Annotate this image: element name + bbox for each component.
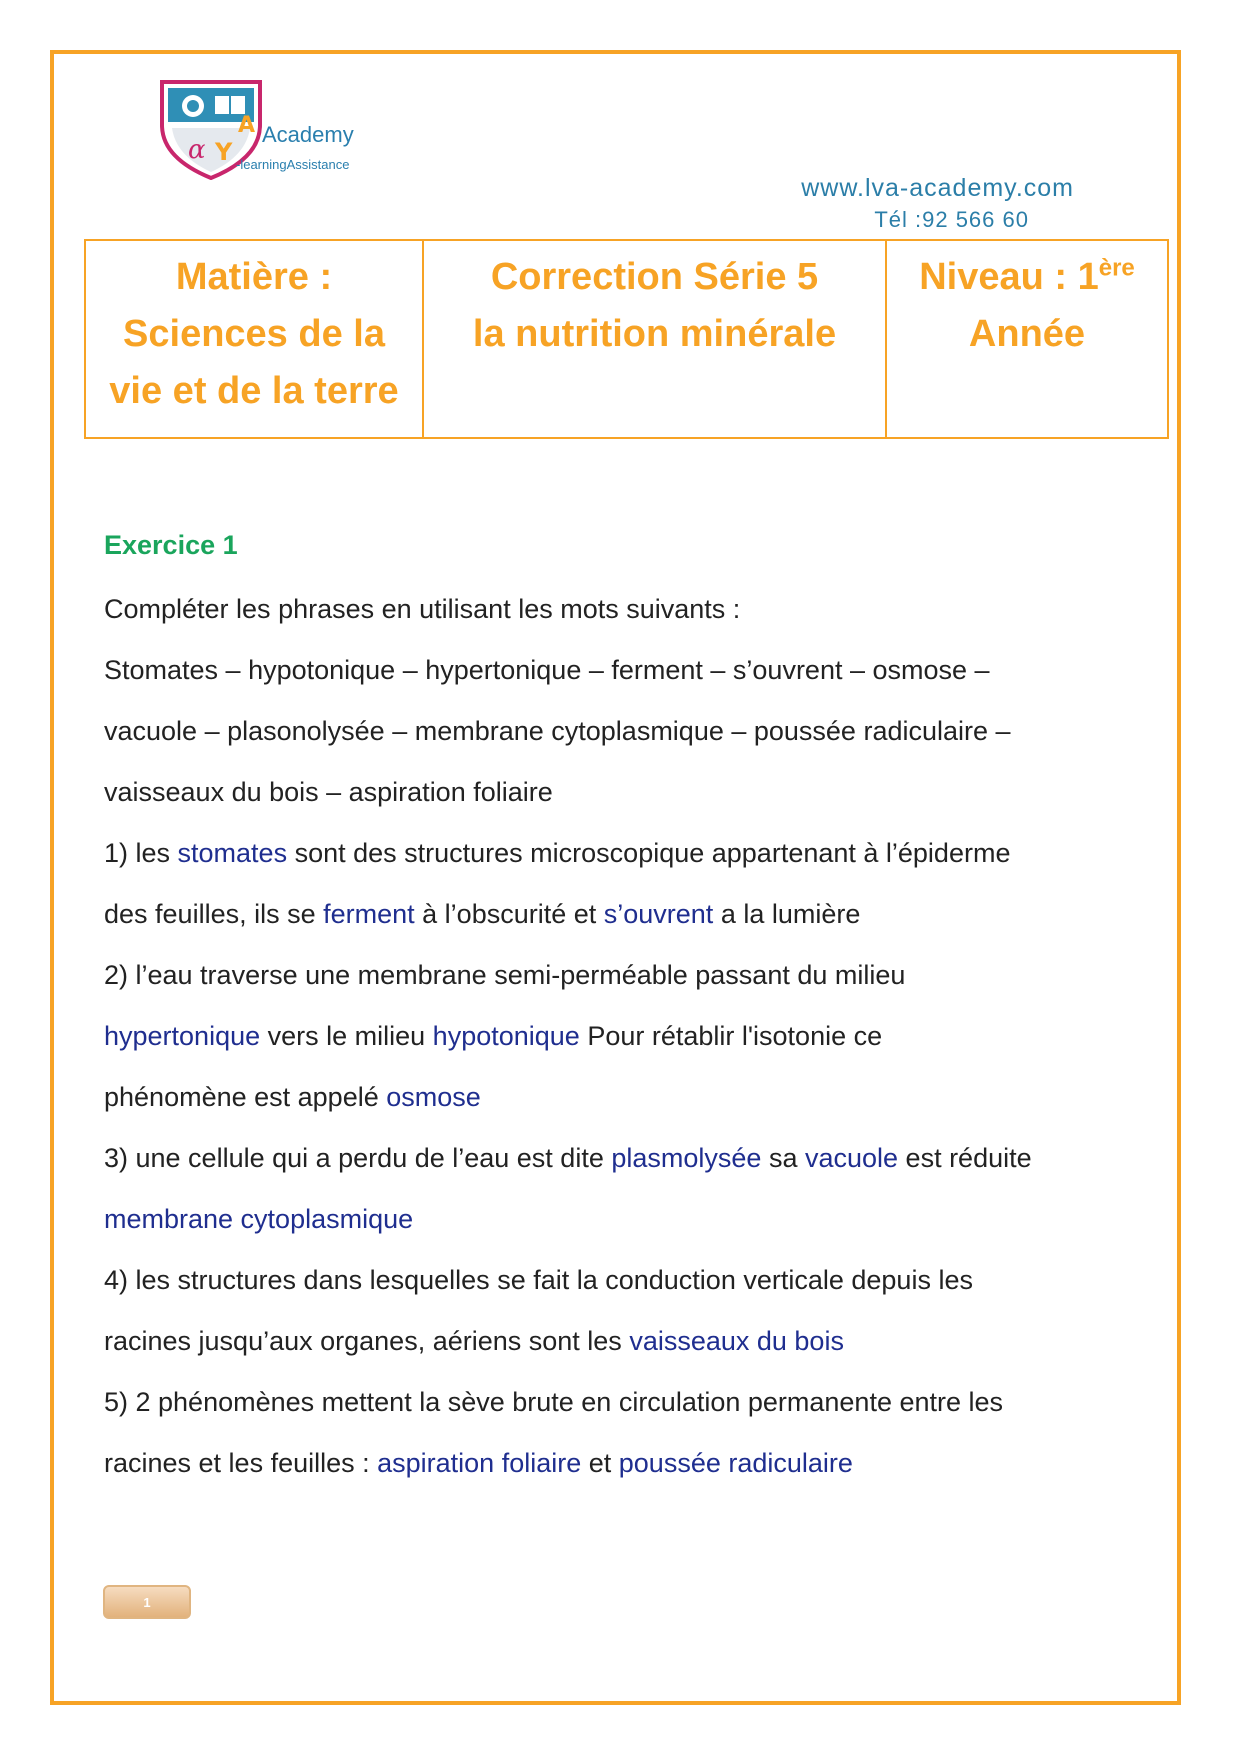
page-number: 1 <box>143 1594 151 1610</box>
text-segment: et <box>581 1448 619 1478</box>
answer-stomates: stomates <box>177 838 288 868</box>
text-segment: 3) une cellule qui a perdu de l’eau est dite <box>104 1143 612 1173</box>
words-line-3: vaisseaux du bois – aspiration foliaire <box>104 777 553 807</box>
text-segment: a la lumière <box>713 899 861 929</box>
answer-ferment: ferment <box>323 899 415 929</box>
answer-hypertonique: hypertonique <box>104 1021 261 1051</box>
question-4-line-1: 4) les structures dans lesquelles se fait la conduction verticale depuis les <box>104 1265 973 1295</box>
answer-membrane: membrane cytoplasmique <box>104 1204 414 1234</box>
exercise-title: Exercice 1 <box>104 530 238 560</box>
question-2-line-2 <box>104 1006 1164 1067</box>
phone-number: Tél :92 566 60 <box>874 207 1029 232</box>
question-5-line-1: 5) 2 phénomènes mettent la sève brute en circulation permanente entre les <box>104 1387 1004 1417</box>
answer-poussee: poussée radiculaire <box>618 1448 853 1478</box>
answer-plasmolysee: plasmolysée <box>611 1143 762 1173</box>
answer-osmose: osmose <box>386 1082 481 1112</box>
text-segment: phénomène est appelé <box>104 1082 387 1112</box>
text-segment: sa <box>761 1143 805 1173</box>
title-line2: la nutrition minérale <box>472 313 837 355</box>
text-segment: Pour rétablir l'isotonie ce <box>579 1021 883 1051</box>
answer-vaisseaux: vaisseaux du bois <box>629 1326 844 1356</box>
words-line-2: vacuole – plasonolysée – membrane cytoplasmique – poussée radiculaire – <box>104 716 1011 746</box>
logo-tagline: -learningAssistance <box>236 157 350 172</box>
title-cell <box>423 240 886 438</box>
svg-text:α: α <box>188 135 206 165</box>
website-link[interactable]: www.lva-academy.com <box>801 174 1074 202</box>
page-number-badge <box>103 1585 191 1619</box>
text-segment: sont des structures microscopique appartenant à l’épiderme <box>287 838 1011 868</box>
level-cell <box>886 240 1168 438</box>
level-line1 <box>888 249 1166 306</box>
question-1-line-1 <box>104 823 1164 884</box>
subject-line1: Sciences de la <box>123 313 385 355</box>
text-segment: vers le milieu <box>260 1021 433 1051</box>
svg-text:A: A <box>238 113 256 138</box>
level-label: Niveau : 1 <box>919 256 1099 298</box>
text-segment: racines jusqu’aux organes, aériens sont les <box>104 1326 630 1356</box>
title-line1: Correction Série 5 <box>490 256 819 298</box>
subject-label: Matière : <box>175 256 333 298</box>
exercise-content <box>104 530 1164 1494</box>
svg-text:Y: Y <box>215 138 233 166</box>
subject-line2: vie et de la terre <box>109 370 399 412</box>
text-segment: est réduite <box>898 1143 1032 1173</box>
instruction: Compléter les phrases en utilisant les mots suivants : <box>104 594 741 624</box>
answer-aspiration: aspiration foliaire <box>377 1448 582 1478</box>
question-2-line-1: 2) l’eau traverse une membrane semi-perméable passant du milieu <box>104 960 906 990</box>
question-2-line-3 <box>104 1067 1164 1128</box>
text-segment: des feuilles, ils se <box>104 899 324 929</box>
header-table <box>84 239 1169 439</box>
words-line-1: Stomates – hypotonique – hypertonique – ferment – s’ouvrent – osmose – <box>104 655 990 685</box>
subject-cell <box>85 240 423 438</box>
logo-name: Academy <box>262 122 354 147</box>
text-segment: 1) les <box>104 838 178 868</box>
question-1-line-2 <box>104 884 1164 945</box>
level-line2: Année <box>968 313 1086 355</box>
question-5-line-2 <box>104 1433 1164 1494</box>
answer-vacuole: vacuole <box>804 1143 899 1173</box>
text-segment: racines et les feuilles : <box>104 1448 378 1478</box>
text-segment: à l’obscurité et <box>414 899 604 929</box>
question-4-line-2 <box>104 1311 1164 1372</box>
answer-ouvrent: s’ouvrent <box>603 899 714 929</box>
answer-hypotonique: hypotonique <box>432 1021 580 1051</box>
contact-block <box>674 174 1074 233</box>
level-sup: ère <box>1098 254 1135 282</box>
question-3-line-2 <box>104 1189 1164 1250</box>
question-3-line-1 <box>104 1128 1164 1189</box>
